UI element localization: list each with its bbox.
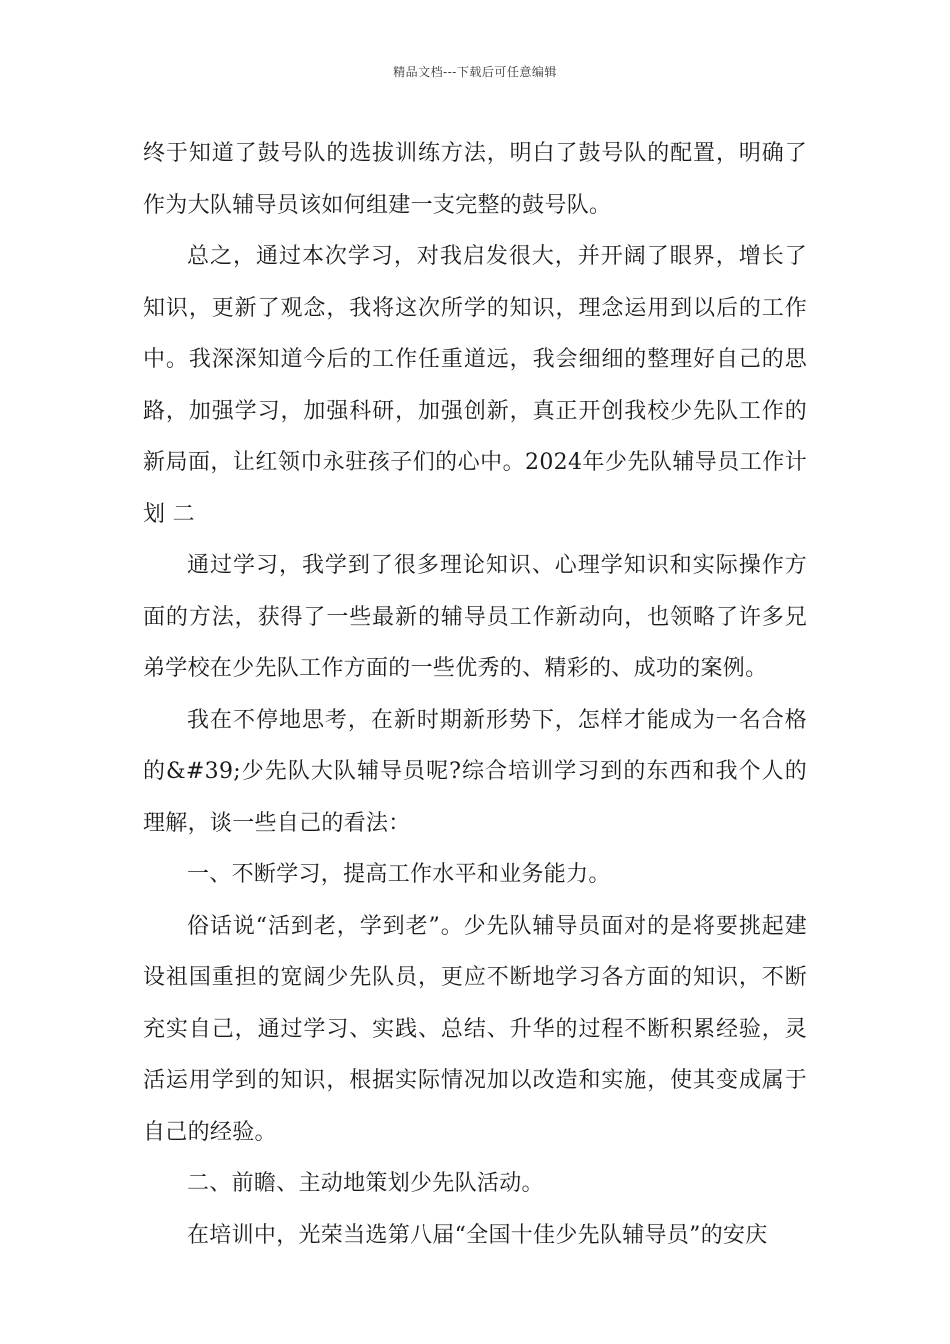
page-header: 精品文档---下载后可任意编辑 bbox=[393, 65, 557, 79]
paragraph-2: 总之，通过本次学习，对我启发很大，并开阔了眼界，增长了知识，更新了观念，我将这次所学的知识，理念运用到以后的工作中。我深深知道今后的工作任重道远，我会细细的整理好自己的思路，加强学习，加强科研，加强创新，真正开创我校少先队工作的新局面，让红领巾永驻孩子们的心中。2024年少先队辅导员工作计划 二 bbox=[143, 244, 807, 527]
paragraph-3: 通过学习，我学到了很多理论知识、心理学知识和实际操作方面的方法，获得了一些最新的辅导员工作新动向，也领略了许多兄弟学校在少先队工作方面的一些优秀的、精彩的、成功的案例。 bbox=[143, 553, 807, 681]
document-body bbox=[143, 128, 807, 1261]
paragraph-5: 俗话说“活到老，学到老”。少先队辅导员面对的是将要挑起建设祖国重担的宽阔少先队员，更应不断地学习各方面的知识，不断充实自己，通过学习、实践、总结、升华的过程不断积累经验，灵活运用学到的知识，根据实际情况加以改造和实施，使其变成属于自己的经验。 bbox=[143, 913, 807, 1145]
section-heading-1: 一、不断学习，提高工作水平和业务能力。 bbox=[187, 862, 611, 887]
paragraph-4: 我在不停地思考，在新时期新形势下，怎样才能成为一名合格的&#39;少先队大队辅导员呢?综合培训学习到的东西和我个人的理解，谈一些自己的看法： bbox=[143, 707, 807, 836]
paragraph-1: 终于知道了鼓号队的选拔训练方法，明白了鼓号队的配置，明确了作为大队辅导员该如何组建一支完整的鼓号队。 bbox=[143, 141, 807, 218]
section-heading-2: 二、前瞻、主动地策划少先队活动。 bbox=[187, 1171, 544, 1196]
paragraph-6: 在培训中，光荣当选第八届“全国十佳少先队辅导员”的安庆 bbox=[187, 1222, 768, 1248]
